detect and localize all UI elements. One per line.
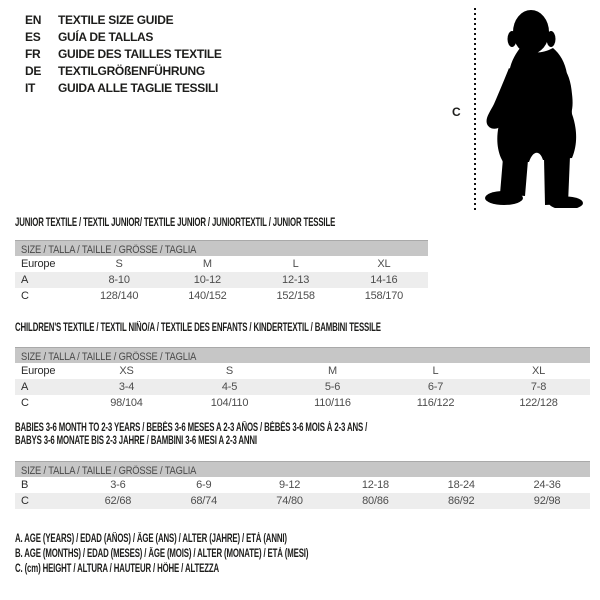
table-cell: 68/74 [190, 495, 217, 507]
table-cell: 62/68 [104, 495, 132, 507]
table-cell: 128/140 [99, 290, 139, 302]
baby-silhouette [482, 10, 598, 208]
row-label: A [21, 274, 29, 286]
language-title: GUIDA ALLE TAGLIE TESSILI [58, 81, 219, 95]
table-cell: 18-24 [447, 479, 475, 491]
row-label: Europe [21, 365, 56, 377]
table-row [15, 493, 590, 509]
size-header-bar [15, 461, 590, 477]
language-row [25, 63, 222, 80]
table-cell: XL [531, 365, 546, 377]
table-cell: 98/104 [110, 397, 143, 409]
table-title-line1: BABIES 3-6 MONTH TO 2-3 YEARS / BEBÉS 3-6 MESES A 2-3 AÑOS / BÉBÉS 3-6 MOIS À 2-3 ANS / [15, 422, 368, 434]
table-row [15, 395, 590, 411]
size-header-bar [15, 240, 428, 256]
size-header-bar [15, 347, 590, 363]
size-header-text: SIZE / TALLA / TAILLE / GRÖSSE / TAGLIA [21, 465, 197, 477]
table-cell: 152/158 [276, 290, 315, 302]
table-cell: 104/110 [210, 397, 249, 409]
table-cell: 9-12 [278, 479, 301, 491]
table-cell: 86/92 [447, 495, 475, 507]
language-title: TEXTILGRÖßENFÜHRUNG [58, 64, 205, 78]
table-cell: S [225, 365, 234, 377]
language-row [25, 12, 222, 29]
height-measure-label: C [452, 105, 461, 119]
table-cell: 14-16 [370, 274, 398, 286]
table-cell: 92/98 [533, 495, 561, 507]
language-row [25, 29, 222, 46]
table-row [15, 288, 428, 304]
table-cell: 24-36 [533, 479, 561, 491]
size-header-text: SIZE / TALLA / TAILLE / GRÖSSE / TAGLIA [21, 351, 197, 363]
language-row [25, 46, 222, 63]
table-cell: 6-9 [196, 479, 212, 491]
language-code: FR [25, 47, 41, 61]
table-title: JUNIOR TEXTILE / TEXTIL JUNIOR/ TEXTILE JUNIOR / JUNIORTEXTIL / JUNIOR TESSILE [15, 217, 336, 229]
row-label: C [21, 495, 29, 507]
table-cell: M [202, 258, 212, 270]
table-title-line2: BABYS 3-6 MONATE BIS 2-3 JAHRE / BAMBINI 3-6 MESI A 2-3 ANNI [15, 435, 257, 447]
footnote-age-years: A. AGE (YEARS) / EDAD (AÑOS) / ÂGE (ANS) / ALTER (JAHRE) / ETÀ (ANNI) [15, 533, 287, 545]
table-cell: 4-5 [221, 381, 238, 393]
table-cell: 7-8 [530, 381, 547, 393]
language-title: GUÍA DE TALLAS [58, 30, 154, 44]
row-label: A [21, 381, 29, 393]
table-row [15, 363, 590, 379]
table-row [15, 379, 590, 395]
size-header-text: SIZE / TALLA / TAILLE / GRÖSSE / TAGLIA [21, 244, 197, 256]
table-cell: XL [377, 258, 391, 270]
table-cell: 116/122 [416, 397, 455, 409]
table-row [15, 477, 590, 493]
table-cell: S [115, 258, 123, 270]
language-code: IT [25, 81, 36, 95]
babies-textile-table [15, 422, 590, 509]
table-cell: M [328, 365, 337, 377]
table-cell: 122/128 [519, 397, 558, 409]
language-code: DE [25, 64, 42, 78]
language-row [25, 80, 222, 97]
footnote-height-cm: C. (cm) HEIGHT / ALTURA / HAUTEUR / HÖHE / ALTEZZA [15, 563, 220, 575]
language-list [25, 12, 222, 97]
row-label: Europe [21, 258, 56, 270]
height-measure-dotted-line [474, 8, 476, 210]
language-code: ES [25, 30, 41, 44]
footnote-age-months: B. AGE (MONTHS) / EDAD (MESES) / ÂGE (MOIS) / ALTER (MONATE) / ETÀ (MESI) [15, 548, 309, 560]
table-cell: 110/116 [314, 397, 351, 409]
table-cell: 8-10 [108, 274, 130, 286]
table-cell: XS [119, 365, 134, 377]
table-cell: 3-4 [118, 381, 135, 393]
language-code: EN [25, 13, 42, 27]
table-row [15, 272, 428, 288]
row-label: B [21, 479, 29, 491]
table-cell: 140/152 [188, 290, 227, 302]
table-cell: 12-13 [282, 274, 310, 286]
table-cell: 3-6 [110, 479, 126, 491]
table-cell: 10-12 [193, 274, 221, 286]
language-title: GUIDE DES TAILLES TEXTILE [58, 47, 222, 61]
language-title: TEXTILE SIZE GUIDE [58, 13, 174, 27]
table-cell: L [292, 258, 299, 270]
table-row [15, 256, 428, 272]
row-label: C [21, 397, 29, 409]
table-cell: 12-18 [361, 479, 389, 491]
table-title: CHILDREN'S TEXTILE / TEXTIL NIÑO/A / TEXTILE DES ENFANTS / KINDERTEXTIL / BAMBINI TESSILE [15, 322, 381, 334]
junior-textile-table [15, 217, 428, 304]
table-cell: L [432, 365, 439, 377]
table-cell: 158/170 [364, 290, 404, 302]
childrens-textile-table [15, 322, 590, 411]
table-cell: 6-7 [427, 381, 444, 393]
table-cell: 74/80 [276, 495, 303, 507]
row-label: C [21, 290, 29, 302]
table-cell: 80/86 [362, 495, 389, 507]
table-cell: 5-6 [324, 381, 341, 393]
footnotes [15, 532, 446, 577]
